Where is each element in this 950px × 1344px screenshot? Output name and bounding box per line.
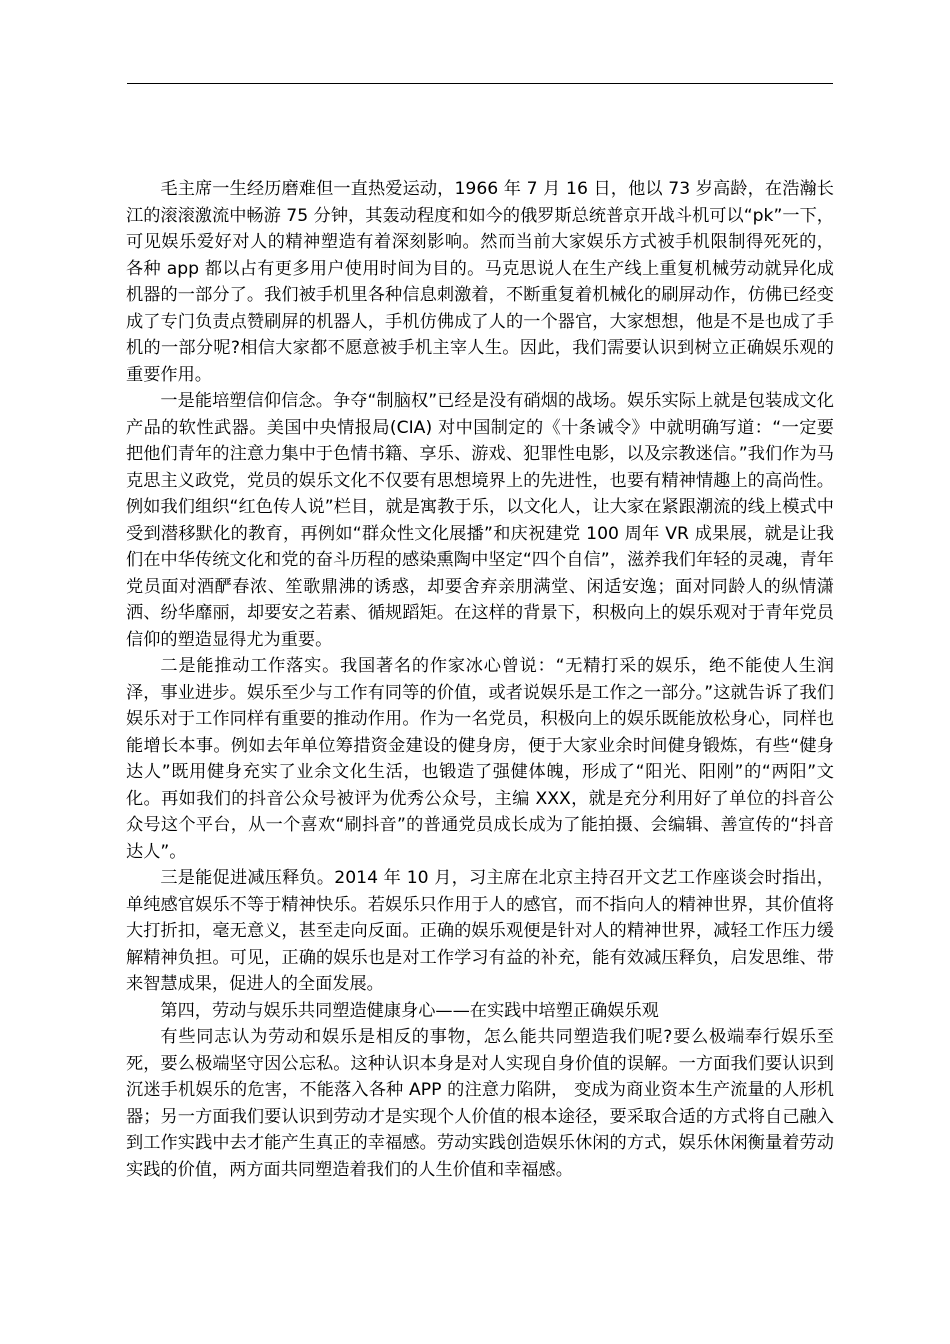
header-rule xyxy=(127,83,833,84)
paragraph-section-four: 有些同志认为劳动和娱乐是相反的事物，怎么能共同塑造我们呢?要么极端奉行娱乐至死，要么极端坚守因公忘私。这种认识本身是对人实现自身价值的误解。一方面我们要认识到沉迷手机娱乐的危害，不能落入各种 APP 的注意力陷阱， 变成为商业资本生产流量的人形机器；另一方面我们要认识到劳动才是实现个人价值的根本途径，要采取合适的方式将自己融入到工作实践中去才能产生真正的幸福感。劳动实践创造娱乐休闲的方式，娱乐休闲衡量着劳动实践的价值，两方面共同塑造着我们的人生价值和幸福感。 xyxy=(126,1027,834,1180)
section-heading: 第四，劳动与娱乐共同塑造健康身心——在实践中培塑正确娱乐观 xyxy=(160,1000,659,1021)
paragraph-point-three: 三是能促进减压释负。2014 年 10 月，习主席在北京主持召开文艺工作座谈会时指出，单纯感官娱乐不等于精神快乐。若娱乐只作用于人的感官，而不指向人的精神世界，其价值将大打折扣，毫无意义，甚至走向反面。正确的娱乐观便是针对人的精神世界，减轻工作压力缓解精神负担。可见，正确的娱乐也是对工作学习有益的补充，能有效减压释负，启发思维、带来智慧成果，促进人的全面发展。 xyxy=(126,868,834,994)
paragraph-point-two: 二是能推动工作落实。我国著名的作家冰心曾说：“无精打采的娱乐，绝不能使人生润泽，事业进步。娱乐至少与工作有同等的价值，或者说娱乐是工作之一部分。”这就告诉了我们娱乐对于工作同样有重要的推动作用。作为一名党员，积极向上的娱乐既能放松身心，同样也能增长本事。例如去年单位筹措资金建设的健身房，便于大家业余时间健身锻炼，有些“健身达人”既用健身充实了业余文化生活，也锻造了强健体魄，形成了“阳光、阳刚”的“两阳”文化。再如我们的抖音公众号被评为优秀公众号，主编 XXX，就是充分利用好了单位的抖音公众号这个平台，从一个喜欢“刷抖音”的普通党员成长成为了能拍摄、会编辑、善宣传的“抖音达人”。 xyxy=(126,656,834,862)
paragraph-intro: 毛主席一生经历磨难但一直热爱运动，1966 年 7 月 16 日，他以 73 岁高龄，在浩瀚长江的滚滚激流中畅游 75 分钟，其轰动程度和如今的俄罗斯总统普京开战斗机可以“pk”一下，可见娱乐爱好对人的精神塑造有着深刻影响。然而当前大家娱乐方式被手机限制得死死的， 各种 app 都以占有更多用户使用时间为目的。马克思说人在生产线上重复机械劳动就异化成机器的一部分了。我们被手机里各种信息刺激着，不断重复着机械化的刷屏动作，仿佛已经变成了专门负责点赞刷屏的机器人，手机仿佛成了人的一个器官，大家想想，他是不是也成了手机的一部分呢?相信大家都不愿意被手机主宰人生。因此，我们需要认识到树立正确娱乐观的重要作用。 xyxy=(126,179,834,385)
document-body xyxy=(126,176,834,1183)
paragraph-point-one: 一是能培塑信仰信念。争夺“制脑权”已经是没有硝烟的战场。娱乐实际上就是包装成文化产品的软性武器。美国中央情报局(CIA) 对中国制定的《十条诫令》中就明确写道：“一定要把他们青年的注意力集中于色情书籍、享乐、游戏、犯罪性电影，以及宗教迷信。”我们作为马克思主义政党，党员的娱乐文化不仅要有思想境界上的先进性，也要有精神情趣上的高尚性。例如我们组织“红色传人说”栏目，就是寓教于乐，以文化人，让大家在紧跟潮流的线上模式中受到潜移默化的教育，再例如“群众性文化展播”和庆祝建党 100 周年 VR 成果展，就是让我们在中华传统文化和党的奋斗历程的感染熏陶中坚定“四个自信”，滋养我们年轻的灵魂，青年党员面对酒酽春浓、笙歌鼎沸的诱惑，却要舍弃亲朋满堂、闲适安逸；面对同龄人的纵情潇洒、纷华靡丽，却要安之若素、循规蹈矩。在这样的背景下，积极向上的娱乐观对于青年党员信仰的塑造显得尤为重要。 xyxy=(126,391,834,650)
